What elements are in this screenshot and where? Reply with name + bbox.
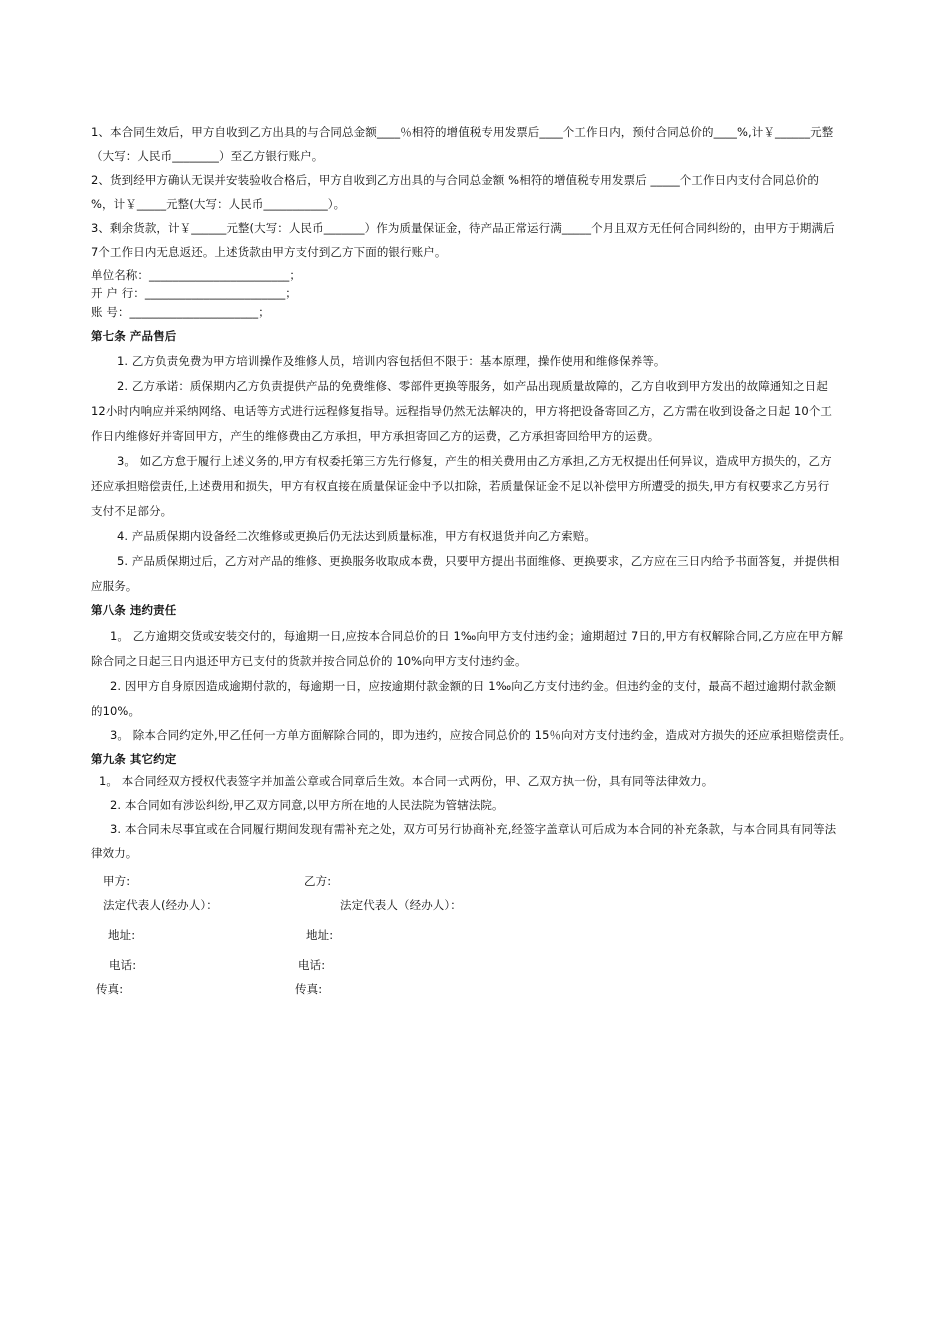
- article-7-item-3-line-2: 还应承担赔偿责任,上述费用和损失，甲方有权直接在质量保证金中予以扣除，若质量保证金不足以补偿甲方所遭受的损失,甲方有权要求乙方另行: [91, 479, 830, 493]
- payment-clause-1-line-2: （大写：人民币________）至乙方银行账户。: [91, 149, 324, 163]
- payment-clause-2-line-1: 2、货到经甲方确认无误并安装验收合格后，甲方自收到乙方出具的与合同总金额 %相符的增值税专用发票后 _____个工作日内支付合同总价的: [91, 173, 819, 187]
- party-a-fax-label: 传真:: [96, 982, 124, 996]
- party-b-address-label: 地址:: [306, 928, 334, 942]
- payment-clause-2-line-2: %，计￥_____元整(大写：人民币___________）。: [91, 197, 346, 211]
- article-7-item-5-line-1: 5. 产品质保期过后，乙方对产品的维修、更换服务收取成本费，只要甲方提出书面维修、更换要求，乙方应在三日内给予书面答复，并提供相: [117, 554, 840, 568]
- article-8-item-1-line-2: 除合同之日起三日内退还甲方已支付的货款并按合同总价的 10%向甲方支付违约金。: [91, 654, 527, 668]
- party-a-address-label: 地址:: [108, 928, 136, 942]
- article-7-title: 第七条 产品售后: [91, 329, 177, 343]
- article-9-item-2: 2. 本合同如有涉讼纠纷,甲乙双方同意,以甲方所在地的人民法院为管辖法院。: [110, 798, 504, 812]
- payment-clause-3-line-1: 3、剩余货款，计￥______元整(大写：人民币_______）作为质量保证金，待产品正常运行满_____个月且双方无任何合同纠纷的，由甲方于期满后: [91, 221, 835, 235]
- party-a-representative-label: 法定代表人(经办人）：: [103, 898, 218, 912]
- article-7-item-2-line-2: 12小时内响应并采纳网络、电话等方式进行远程修复指导。远程指导仍然无法解决的，甲方将把设备寄回乙方，乙方需在收到设备之日起 10个工: [91, 404, 833, 418]
- party-b-representative-label: 法定代表人（经办人）：: [340, 898, 462, 912]
- article-7-item-1: 1. 乙方负责免费为甲方培训操作及维修人员，培训内容包括但不限于：基本原理，操作使用和维修保养等。: [117, 354, 666, 368]
- party-b-fax-label: 传真:: [295, 982, 323, 996]
- bank-unit-name: 单位名称：________________________；: [91, 268, 301, 282]
- article-8-item-2-line-1: 2. 因甲方自身原因造成逾期付款的，每逾期一日，应按逾期付款金额的日 1‰向乙方支付违约金。但违约金的支付，最高不超过逾期付款金额: [110, 679, 837, 693]
- party-b-label: 乙方:: [304, 874, 332, 888]
- article-8-title: 第八条 违约责任: [91, 603, 177, 617]
- article-8-item-1-line-1: 1。 乙方逾期交货或安装交付的，每逾期一日,应按本合同总价的日 1‰向甲方支付违约金；逾期超过 7日的,甲方有权解除合同,乙方应在甲方解: [110, 629, 844, 643]
- article-7-item-3-line-1: 3。 如乙方怠于履行上述义务的,甲方有权委托第三方先行修复，产生的相关费用由乙方承担,乙方无权提出任何异议，造成甲方损失的，乙方: [117, 454, 832, 468]
- article-8-item-3: 3。 除本合同约定外,甲乙任何一方单方面解除合同的，即为违约，应按合同总价的 15％向对方支付违约金，造成对方损失的还应承担赔偿责任。: [110, 728, 852, 742]
- article-7-item-4: 4. 产品质保期内设备经二次维修或更换后仍无法达到质量标准，甲方有权退货并向乙方索赔。: [117, 529, 596, 543]
- article-7-item-3-line-3: 支付不足部分。: [91, 504, 173, 518]
- party-a-label: 甲方:: [103, 874, 131, 888]
- article-9-item-3-line-2: 律效力。: [91, 846, 138, 860]
- article-7-item-5-line-2: 应服务。: [91, 579, 138, 593]
- payment-clause-1-line-1: 1、本合同生效后，甲方自收到乙方出具的与合同总金额____％相符的增值税专用发票后____个工作日内，预付合同总价的____%,计￥______元整: [91, 125, 834, 139]
- bank-branch: 开 户 行：________________________；: [91, 286, 297, 300]
- party-b-phone-label: 电话:: [298, 958, 326, 972]
- article-9-item-1: 1。 本合同经双方授权代表签字并加盖公章或合同章后生效。本合同一式两份，甲、乙双方执一份，具有同等法律效力。: [99, 774, 714, 788]
- payment-clause-3-line-2: 7个工作日内无息返还。上述货款由甲方支付到乙方下面的银行账户。: [91, 245, 447, 259]
- article-9-item-3-line-1: 3. 本合同未尽事宜或在合同履行期间发现有需补充之处，双方可另行协商补充,经签字盖章认可后成为本合同的补充条款，与本合同具有同等法: [110, 822, 837, 836]
- party-a-phone-label: 电话:: [109, 958, 137, 972]
- bank-account: 账 号：______________________；: [91, 305, 270, 319]
- article-8-item-2-line-2: 的10%。: [91, 704, 141, 718]
- article-7-item-2-line-3: 作日内维修好并寄回甲方，产生的维修费由乙方承担，甲方承担寄回乙方的运费，乙方承担寄回给甲方的运费。: [91, 429, 660, 443]
- article-9-title: 第九条 其它约定: [91, 752, 177, 766]
- article-7-item-2-line-1: 2. 乙方承诺：质保期内乙方负责提供产品的免费维修、零部件更换等服务，如产品出现质量故障的，乙方自收到甲方发出的故障通知之日起: [117, 379, 828, 393]
